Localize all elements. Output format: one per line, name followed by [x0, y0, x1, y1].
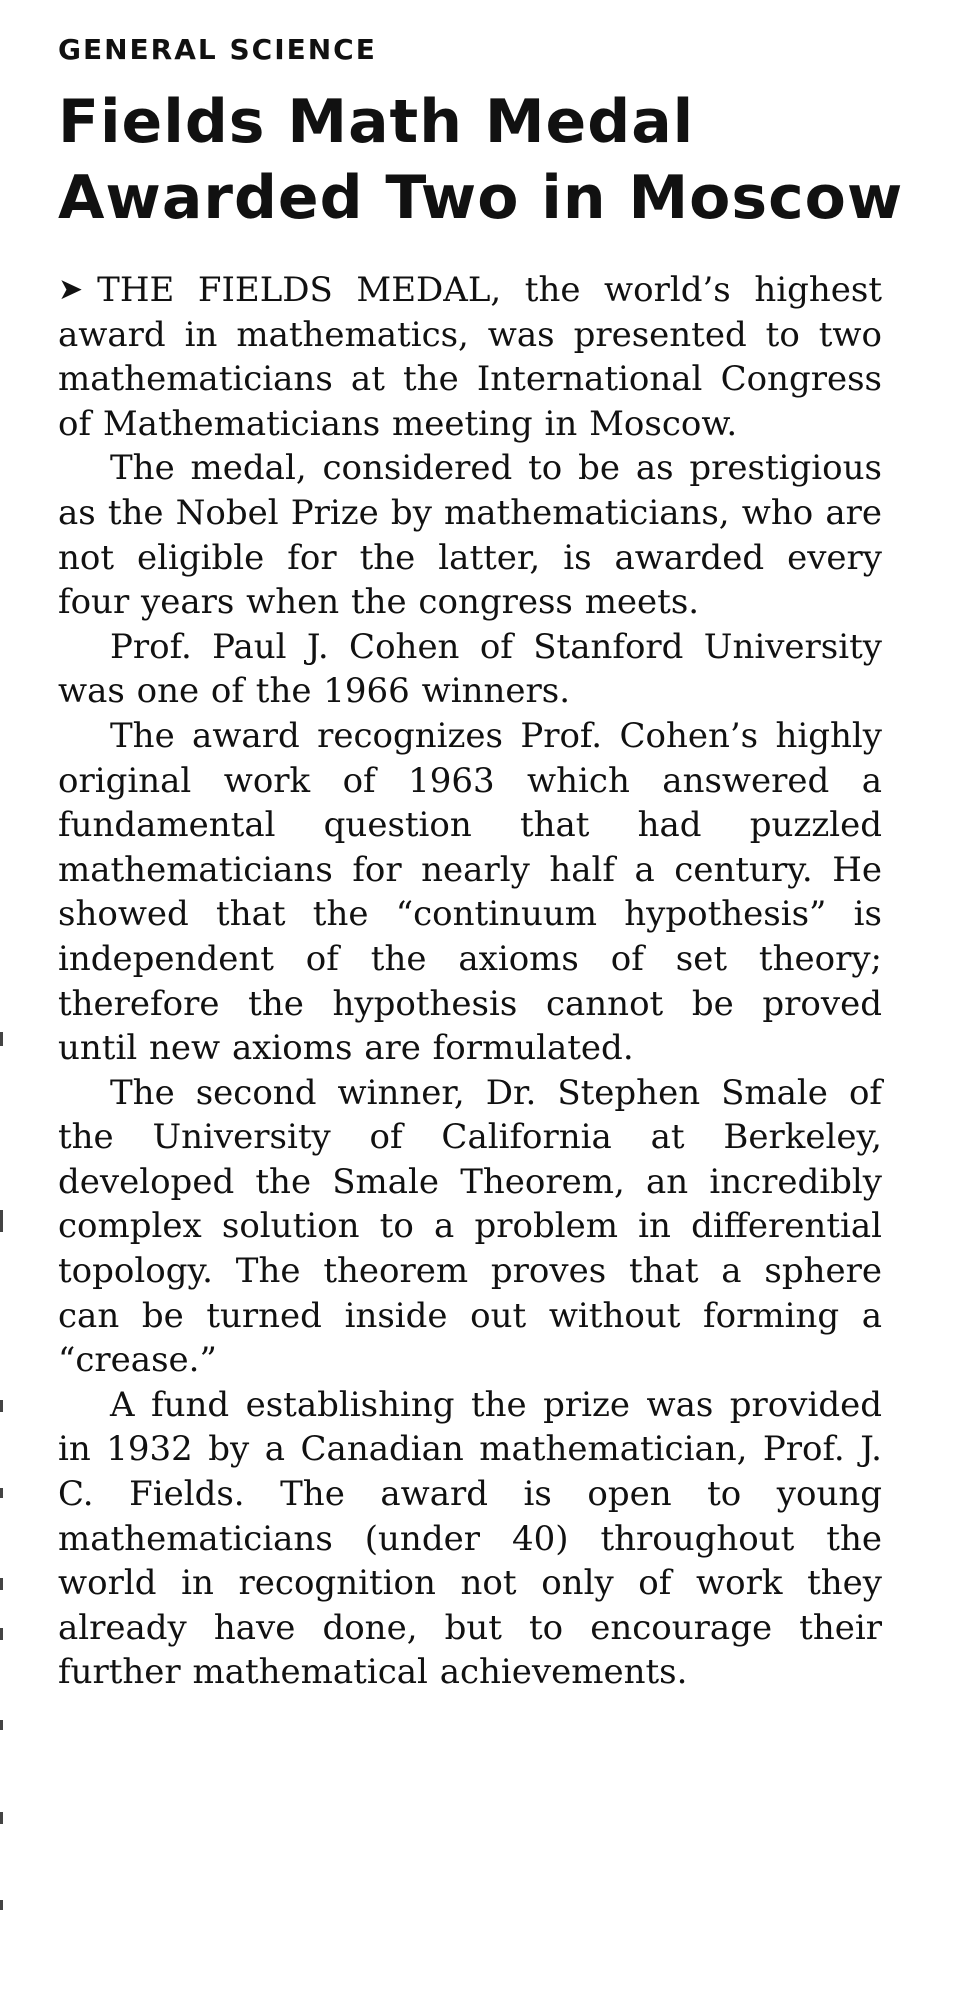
headline [58, 84, 904, 236]
paragraph-4: The award recognizes Prof. Cohen’s highly original work of 1963 which answered a fundamental question that had puzzled mathematicians for nearly half a century. He showed that the “continuum hypothesis” is independent of the axioms of set theory; therefore the hypothesis cannot be proved until new axioms are formulated. [58, 715, 882, 1069]
paragraph-2: The medal, considered to be as prestigious as the Nobel Prize by mathematicians, who are not eligible for the latter, is awarded every four years when the congress meets. [58, 448, 882, 623]
paragraph-1-text: THE FIELDS MEDAL, the world’s highest award in mathematics, was presented to two mathematicians at the International Congress of Mathematicians meeting in Moscow. [58, 270, 882, 444]
scan-mark [0, 1488, 3, 1498]
article-body [58, 268, 882, 1695]
paragraph-1 [58, 268, 882, 446]
scan-mark [0, 1720, 3, 1730]
scan-mark [0, 1628, 3, 1640]
arrowhead-bullet-icon: ➤ [58, 272, 84, 307]
paragraph-3: Prof. Paul J. Cohen of Stanford University was one of the 1966 winners. [58, 626, 882, 712]
headline-line-2: Awarded Two in Moscow [58, 163, 904, 233]
scan-edge-marks [0, 0, 4, 2003]
scan-mark [0, 1578, 3, 1590]
scan-mark [0, 1400, 3, 1412]
article [58, 30, 904, 1695]
scan-mark [0, 1900, 3, 1910]
paragraph-5: The second winner, Dr. Stephen Smale of the University of California at Berkeley, developed the Smale Theorem, an incredibly complex solution to a problem in differential topology. The theorem proves that a sphere can be turned inside out without forming a “crease.” [58, 1072, 882, 1381]
scan-mark [0, 1210, 3, 1232]
scan-mark [0, 1812, 3, 1824]
paragraph-6: A fund establishing the prize was provided in 1932 by a Canadian mathematician, Prof. J. C. Fields. The award is open to young mathematicians (under 40) throughout the world in recognition not only of work they already have done, but to encourage their further mathematical achievements. [58, 1384, 882, 1693]
section-label: GENERAL SCIENCE [58, 33, 377, 66]
headline-line-1: Fields Math Medal [58, 87, 695, 157]
scan-mark [0, 1032, 3, 1046]
